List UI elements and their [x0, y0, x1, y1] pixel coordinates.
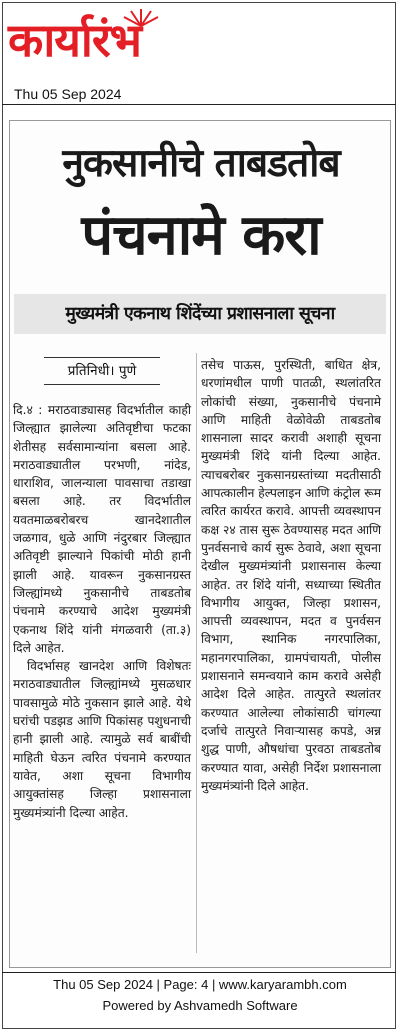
headline-line-2: पंचनामे करा	[81, 203, 321, 268]
paragraph: तसेच पाऊस, पुरस्थिती, बाधित क्षेत्र, धरणांमधील पाणी पातळी, स्थलांतरित लोकांची संख्या, नुकसानीचे पंचनामे आणि माहिती वेळोवेळी ताबडतोब शासनाला सादर करावी अशाही सूचना मुख्यमंत्री शिंदे यांनी दिल्या आहेत. त्याचबरोबर नुकसानग्रस्तांच्या मदतीसाठी आपत्कालीन हेल्पलाइन आणि कंट्रोल रूम त्वरित कार्यरत करावे. आपत्ती व्यवस्थापन कक्ष २४ तास सुरू ठेवण्यासह मदत आणि पुनर्वसनाचे कार्य सुरू ठेवावे, अशा सूचना देखील मुख्यमंत्र्यांनी प्रशासनास केल्या आहेत. तर शिंदे यांनी, सध्याच्या स्थितीत विभागीय आयुक्त, जिल्हा प्रशासन, आपत्ती व्यवस्थापन, मदत व पुनर्वसन विभाग, स्थानिक नगरपालिका, महानगरपालिका, ग्रामपंचायती, पोलीस प्रशासनाने समन्वयाने काम करावे असेही आदेश दिले आहेत. तात्पुरते स्थलांतर करण्यात आलेल्या लोकांसाठी चांगल्या दर्जाचे तात्पुरते निवाऱ्यासह कपडे, अन्न शुद्ध पाणी, औषधांचा पुरवठा ताबडतोब करण्यात यावा, असेही निर्देश प्रशासनाला मुख्यमंत्र्यांनी दिले आहेत.	[201, 358, 381, 793]
subheadline: मुख्यमंत्री एकनाथ शिंदेंच्या प्रशासनाला सूचना	[14, 294, 386, 334]
article-column-right	[201, 356, 381, 795]
header-divider	[2, 104, 396, 105]
article-column-left	[13, 401, 191, 822]
issue-date: Thu 05 Sep 2024	[14, 86, 122, 102]
footer-info[interactable]: Thu 05 Sep 2024 | Page: 4 | www.karyarambh.com	[53, 977, 347, 992]
paragraph: दि.४ : मराठवाड्यासह विदर्भातील काही जिल्ह्यात झालेल्या अतिवृष्टीचा फटका शेतीसह सर्वसामान्यांना बसला आहे. मराठवाड्यातील परभणी, नांदेड, धाराशिव, जालन्याला पावसाचा तडाखा बसला आहे. तर विदर्भातील यवतमाळबरोबरच खानदेशातील जळगाव, धुळे आणि नंदुरबार जिल्ह्यात अतिवृष्टी झाल्याने पिकांची मोठी हानी झाली आहे. यावरून नुकसानग्रस्त जिल्ह्यांमध्ये नुकसानीचे ताबडतोब पंचनामे करण्याचे आदेश मुख्यमंत्री एकनाथ शिंदे यांनी मंगळवारी (ता.३) दिले आहेत.	[13, 403, 191, 655]
logo-text: कार्यारंभ	[8, 13, 141, 67]
headline-line-1: नुकसानीचे ताबडतोब	[62, 141, 340, 186]
column-divider	[196, 353, 197, 953]
footer-divider	[2, 972, 396, 973]
news-clipping	[9, 120, 391, 968]
sun-rays-icon	[120, 6, 162, 28]
byline: प्रतिनिधी। पुणे	[44, 357, 160, 385]
paragraph: विदर्भासह खानदेश आणि विशेषतः मराठवाड्यातील जिल्ह्यांमध्ये मुसळधार पावसामुळे मोठे नुकसान झाले आहे. येथे घरांची पडझड आणि पिकांसह पशुधनाची हानी झाली आहे. त्यामुळे सर्व बाबींची माहिती घेऊन त्वरित पंचनामे करण्यात यावेत, अशा सूचना विभागीय आयुक्तांसह जिल्हा प्रशासनाला मुख्यमंत्र्यांनी दिल्या आहेत.	[13, 659, 191, 820]
footer-credit: Powered by Ashvamedh Software	[102, 998, 298, 1013]
